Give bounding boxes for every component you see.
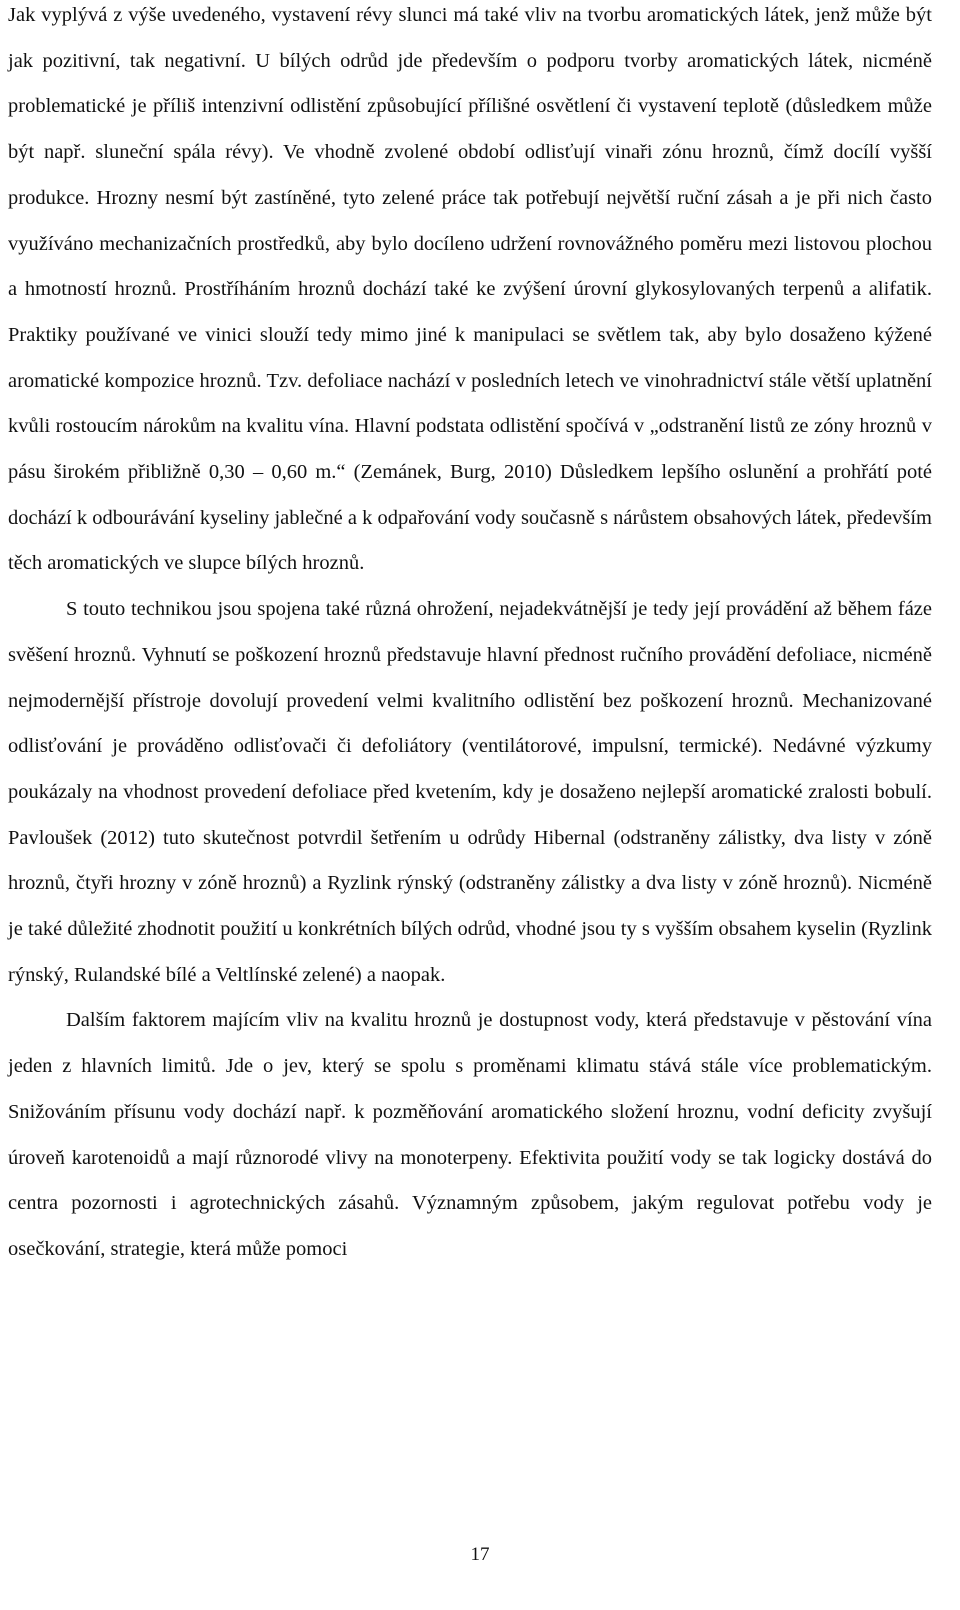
- paragraph-2: S touto technikou jsou spojena také různá ohrožení, nejadekvátnější je tedy její provádění až během fáze svěšení hroznů. Vyhnutí se poškození hroznů představuje hlavní přednost ručního provádění defoliace, nicméně nejmodernější přístroje dovolují provedení velmi kvalitního odlistění bez poškození hroznů. Mechanizované odlisťování je prováděno odlisťovači či defoliátory (ventilátorové, impulsní, termické). Nedávné výzkumy poukázaly na vhodnost provedení defoliace před kvetením, kdy je dosaženo nejlepší aromatické zralosti bobulí. Pavloušek (2012) tuto skutečnost potvrdil šetřením u odrůdy Hibernal (odstraněny zálistky, dva listy v zóně hroznů, čtyři hrozny v zóně hroznů) a Ryzlink rýnský (odstraněny zálistky a dva listy v zóně hroznů). Nicméně je také důležité zhodnotit použití u konkrétních bílých odrůd, vhodné jsou ty s vyšším obsahem kyselin (Ryzlink rýnský, Rulandské bílé a Veltlínské zelené) a naopak.: [8, 598, 932, 986]
- paragraph-3: Dalším faktorem majícím vliv na kvalitu hroznů je dostupnost vody, která představuje v pěstování vína jeden z hlavních limitů. Jde o jev, který se spolu s proměnami klimatu stává stále více problematickým. Snižováním přísunu vody dochází např. k pozměňování aromatického složení hroznu, vodní deficity zvyšují úroveň karotenoidů a mají různorodé vlivy na monoterpeny. Efektivita použití vody se tak logicky dostává do centra pozornosti i agrotechnických zásahů. Významným způsobem, jakým regulovat potřebu vody je osečkování, strategie, která může pomoci: [8, 1009, 932, 1260]
- body-text: [8, 0, 932, 1273]
- page-number: 17: [470, 1544, 490, 1565]
- paragraph-1: Jak vyplývá z výše uvedeného, vystavení révy slunci má také vliv na tvorbu aromatických látek, jenž může být jak pozitivní, tak negativní. U bílých odrůd jde především o podporu tvorby aromatických látek, nicméně problematické je příliš intenzivní odlistění způsobující přílišné osvětlení či vystavení teplotě (důsledkem může být např. sluneční spála révy). Ve vhodně zvolené období odlisťují vinaři zónu hroznů, čímž docílí vyšší produkce. Hrozny nesmí být zastíněné, tyto zelené práce tak potřebují největší ruční zásah a je při nich často využíváno mechanizačních prostředků, aby bylo docíleno udržení rovnovážného poměru mezi listovou plochou a hmotností hroznů. Prostříháním hroznů dochází také ke zvýšení úrovní glykosylovaných terpenů a alifatik. Praktiky používané ve vinici slouží tedy mimo jiné k manipulaci se světlem tak, aby bylo dosaženo kýžené aromatické kompozice hroznů. Tzv. defoliace nachází v posledních letech ve vinohradnictví stále větší uplatnění kvůli rostoucím nárokům na kvalitu vína. Hlavní podstata odlistění spočívá v „odstranění listů ze zóny hroznů v pásu širokém přibližně 0,30 – 0,60 m.“ (Zemánek, Burg, 2010) Důsledkem lepšího oslunění a prohřátí poté dochází k odbourávání kyseliny jablečné a k odpařování vody současně s nárůstem obsahových látek, především těch aromatických ve slupce bílých hroznů.: [8, 4, 932, 575]
